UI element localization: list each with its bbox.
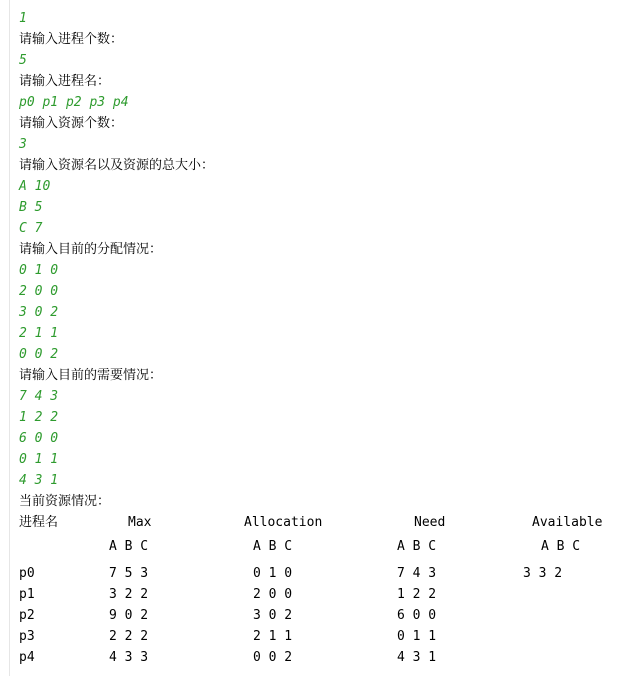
available-resource-header: A B C — [541, 539, 581, 554]
console-prompt-line: 请输入资源名以及资源的总大小： — [19, 158, 215, 173]
table-row-need: 4 3 1 — [397, 650, 437, 665]
console-input-line: B 5 — [19, 200, 43, 215]
table-row-max: 3 2 2 — [109, 587, 149, 602]
console-prompt-line: 请输入进程个数： — [19, 32, 124, 47]
max-header: Max — [128, 515, 152, 530]
table-row-need: 0 1 1 — [397, 629, 437, 644]
console-input-line: 3 0 2 — [19, 305, 59, 320]
console-prompt-line: 当前资源情况： — [19, 494, 111, 509]
console-input-line: 0 1 1 — [19, 452, 59, 467]
table-row-allocation: 0 1 0 — [253, 566, 293, 581]
table-row-process-name: p3 — [19, 629, 35, 644]
console-input-line: 1 2 2 — [19, 410, 59, 425]
table-row-allocation: 2 1 1 — [253, 629, 293, 644]
table-row-process-name: p4 — [19, 650, 35, 665]
console-input-line: 7 4 3 — [19, 389, 59, 404]
table-row-process-name: p2 — [19, 608, 35, 623]
console-prompt-line: 请输入资源个数： — [19, 116, 124, 131]
console-input-line: C 7 — [19, 221, 43, 236]
max-resource-header: A B C — [109, 539, 149, 554]
table-row-need: 6 0 0 — [397, 608, 437, 623]
editor-gutter — [0, 0, 10, 676]
table-row-process-name: p1 — [19, 587, 35, 602]
allocation-resource-header: A B C — [253, 539, 293, 554]
console-input-line: 0 0 2 — [19, 347, 59, 362]
console-input-line: 3 — [19, 137, 27, 152]
console-input-line: A 10 — [19, 179, 51, 194]
console-input-line: 2 1 1 — [19, 326, 59, 341]
allocation-header: Allocation — [244, 515, 323, 530]
console-input-line: 0 1 0 — [19, 263, 59, 278]
table-row-max: 7 5 3 — [109, 566, 149, 581]
console-input-line: 1 — [19, 11, 27, 26]
console-input-line: 2 0 0 — [19, 284, 59, 299]
table-row-max: 4 3 3 — [109, 650, 149, 665]
table-row-allocation: 3 0 2 — [253, 608, 293, 623]
console-prompt-line: 请输入目前的需要情况： — [19, 368, 163, 383]
table-row-allocation: 2 0 0 — [253, 587, 293, 602]
table-row-allocation: 0 0 2 — [253, 650, 293, 665]
console-input-line: 6 0 0 — [19, 431, 59, 446]
table-row-need: 1 2 2 — [397, 587, 437, 602]
console-input-line: p0 p1 p2 p3 p4 — [19, 95, 129, 110]
process-name-header: 进程名 — [19, 515, 59, 530]
console-prompt-line: 请输入目前的分配情况： — [19, 242, 163, 257]
console-input-line: 5 — [19, 53, 27, 68]
table-row-max: 9 0 2 — [109, 608, 149, 623]
need-resource-header: A B C — [397, 539, 437, 554]
table-row-need: 7 4 3 — [397, 566, 437, 581]
available-header: Available — [532, 515, 603, 530]
need-header: Need — [414, 515, 446, 530]
console-input-line: 4 3 1 — [19, 473, 59, 488]
console-prompt-line: 请输入进程名： — [19, 74, 111, 89]
table-row-available: 3 3 2 — [523, 566, 563, 581]
table-row-max: 2 2 2 — [109, 629, 149, 644]
table-row-process-name: p0 — [19, 566, 35, 581]
